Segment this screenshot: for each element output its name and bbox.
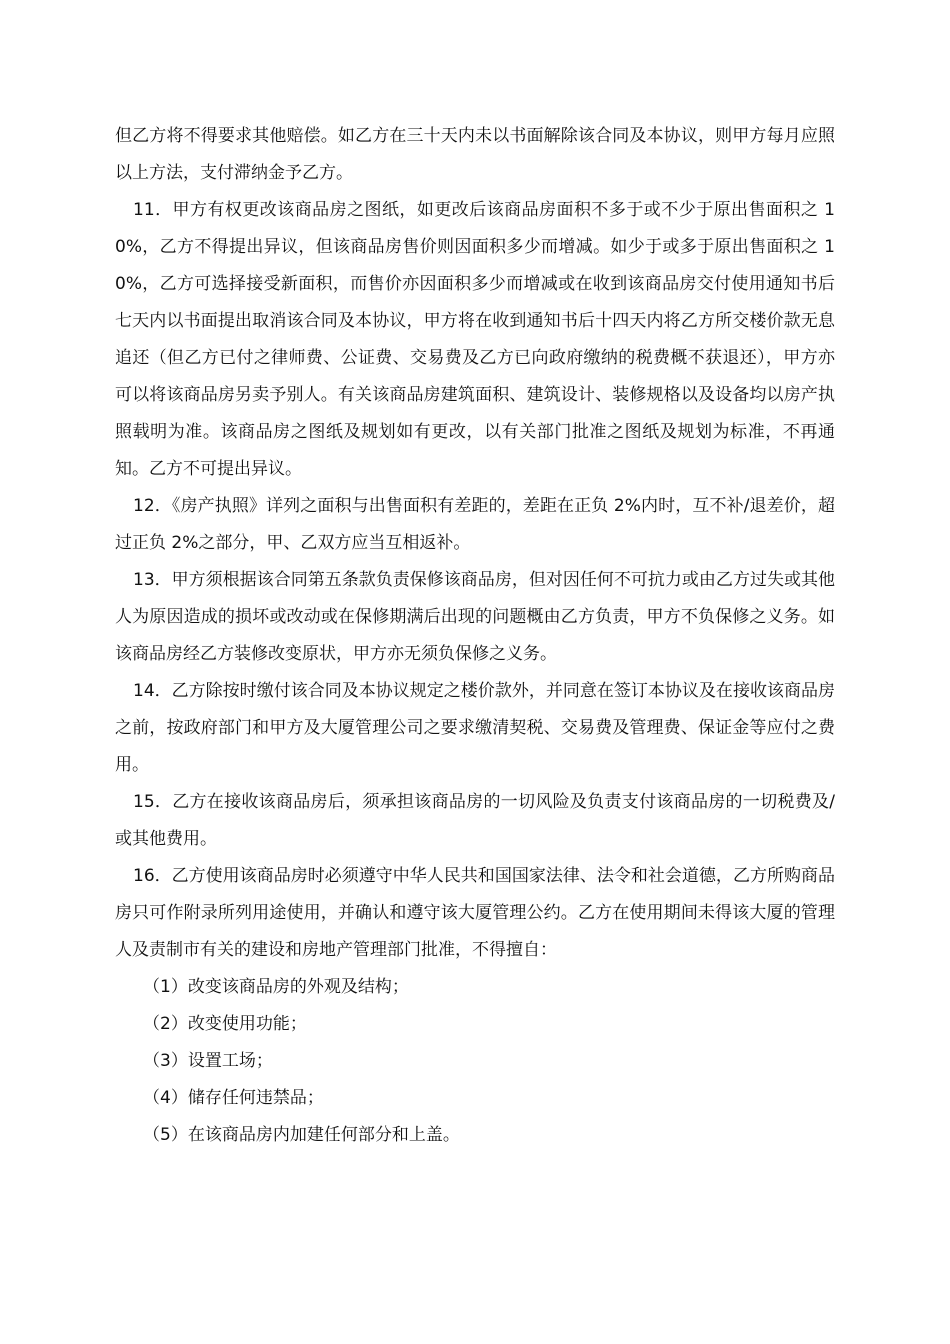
clause-11: 11．甲方有权更改该商品房之图纸，如更改后该商品房面积不多于或不少于原出售面积之 10%，乙方不得提出异议，但该商品房售价则因面积多少而增减。如少于或多于原出售面积之 10%，乙方可选择接受新面积，而售价亦因面积多少而增减或在收到该商品房交付使用通知书后七天内以书面提出取消该合同及本协议，甲方将在收到通知书后十四天内将乙方所交楼价款无息追还（但乙方已付之律师费、公证费、交易费及乙方已向政府缴纳的税费概不获退还），甲方亦可以将该商品房另卖予别人。有关该商品房建筑面积、建筑设计、装修规格以及设备均以房产执照载明为准。该商品房之图纸及规划如有更改，以有关部门批准之图纸及规划为标准，不再通知。乙方不可提出异议。 [115,200,835,479]
list-item: （5）在该商品房内加建任何部分和上盖。 [143,1125,460,1145]
document-body [115,118,835,1154]
clause-13: 13．甲方须根据该合同第五条款负责保修该商品房，但对因任何不可抗力或由乙方过失或其他人为原因造成的损坏或改动或在保修期满后出现的问题概由乙方负责，甲方不负保修之义务。如该商品房经乙方装修改变原状，甲方亦无须负保修之义务。 [115,570,835,664]
list-item: （2）改变使用功能； [143,1014,307,1034]
clause-12: 12．《房产执照》详列之面积与出售面积有差距的，差距在正负 2%内时，互不补/退差价，超过正负 2%之部分，甲、乙双方应当互相返补。 [115,496,835,553]
list-item: （4）储存任何违禁品； [143,1088,324,1108]
list-item: （1）改变该商品房的外观及结构； [143,977,409,997]
clause-15: 15．乙方在接收该商品房后，须承担该商品房的一切风险及负责支付该商品房的一切税费及/或其他费用。 [115,792,835,849]
clause-16: 16．乙方使用该商品房时必须遵守中华人民共和国国家法律、法令和社会道德，乙方所购商品房只可作附录所列用途使用，并确认和遵守该大厦管理公约。乙方在使用期间未得该大厦的管理人及责制市有关的建设和房地产管理部门批准，不得擅自： [115,866,835,960]
list-item: （3）设置工场； [143,1051,273,1071]
clause-14: 14．乙方除按时缴付该合同及本协议规定之楼价款外，并同意在签订本协议及在接收该商品房之前，按政府部门和甲方及大厦管理公司之要求缴清契税、交易费及管理费、保证金等应付之费用。 [115,681,835,775]
paragraph-continuation: 但乙方将不得要求其他赔偿。如乙方在三十天内未以书面解除该合同及本协议，则甲方每月应照以上方法，支付滞纳金予乙方。 [115,126,835,183]
